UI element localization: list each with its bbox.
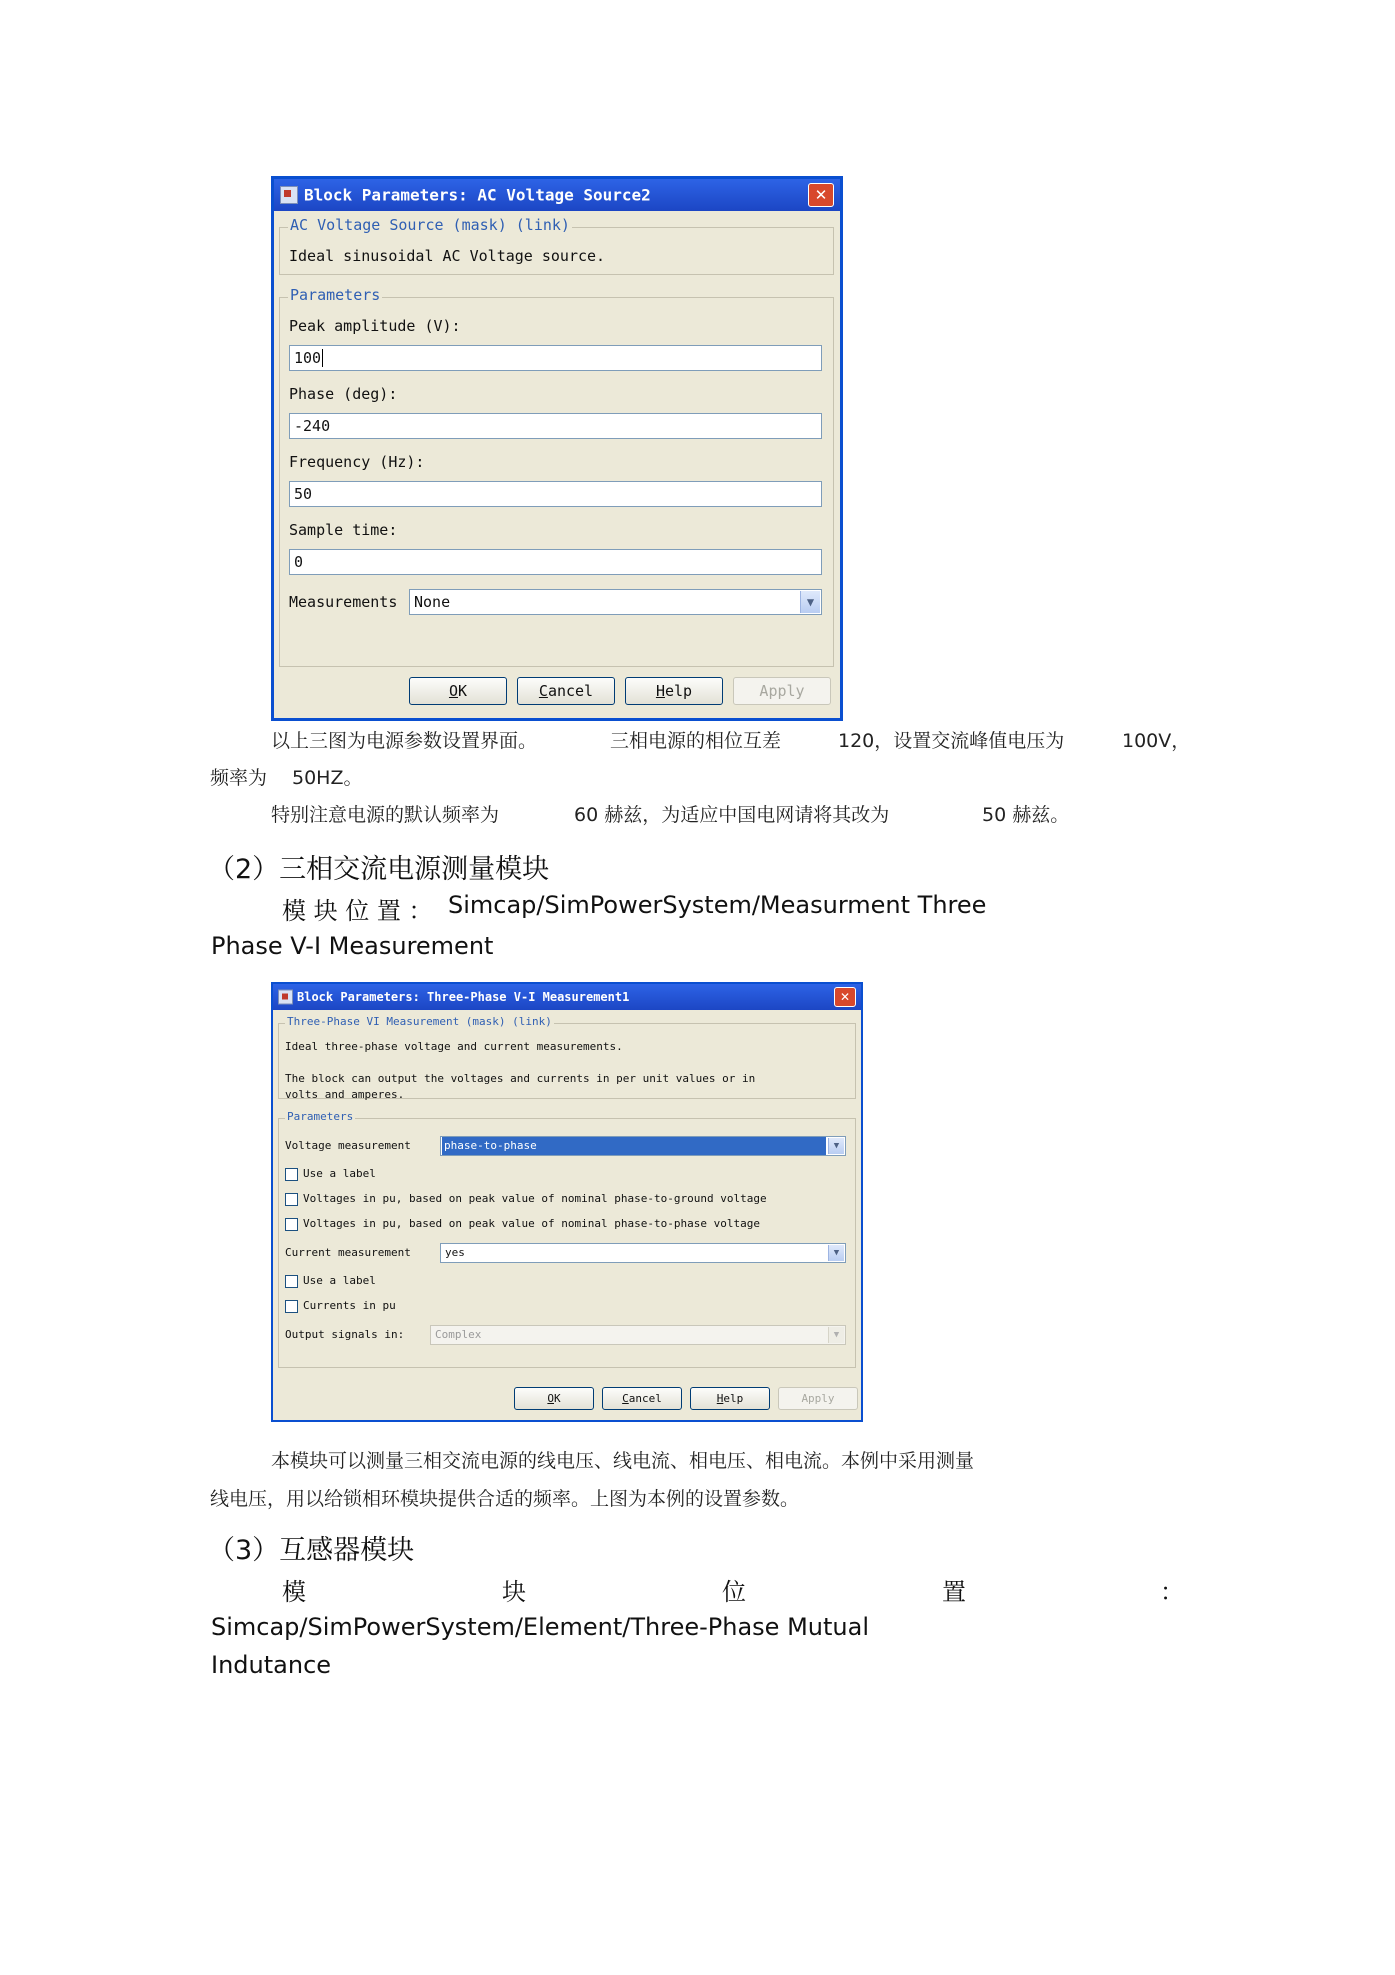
measurements-select[interactable] (409, 589, 822, 615)
dialog2-parameters-title: Parameters (287, 1110, 354, 1123)
measurements-label: Measurements (289, 593, 398, 611)
currents-pu-checkbox[interactable] (285, 1300, 298, 1313)
three-phase-vi-measurement-dialog (271, 982, 863, 1422)
voltages-pu-phase-checkbox[interactable] (285, 1218, 298, 1231)
section2-location-path1: Simcap/SimPowerSystem/Measurment Three (448, 891, 987, 919)
current-measurement-value: yes (445, 1246, 465, 1259)
section2-heading: （2）三相交流电源测量模块 (208, 854, 550, 885)
help-button[interactable]: Help (690, 1387, 770, 1410)
text1-line3-b: 60 赫兹，为适应中国电网请将其改为 (574, 804, 890, 826)
dialog1-parameters-title: Parameters (290, 286, 381, 304)
section3-location-path1: Simcap/SimPowerSystem/Element/Three-Phase Mutual (211, 1613, 869, 1641)
text2-line2: 线电压，用以给锁相环模块提供合适的频率。上图为本例的设置参数。 (210, 1488, 800, 1510)
voltage-measurement-value: phase-to-phase (442, 1137, 826, 1155)
text1-line2-b: 50HZ。 (292, 767, 363, 789)
current-measurement-select[interactable] (440, 1243, 846, 1263)
use-label-checkbox-1[interactable] (285, 1168, 298, 1181)
help-button[interactable]: Help (625, 677, 723, 705)
section3-location-char-3: 位 (722, 1578, 746, 1606)
text1-line3-c: 50 赫兹。 (982, 804, 1070, 826)
text1-line2-a: 频率为 (210, 767, 268, 789)
output-signals-label: Output signals in: (285, 1328, 405, 1341)
section3-location-path2: Indutance (211, 1651, 332, 1679)
chevron-down-icon[interactable]: ▼ (828, 1245, 844, 1261)
text1-line3-a: 特别注意电源的默认频率为 (271, 804, 500, 826)
dialog2-desc-3: volts and amperes. (285, 1088, 405, 1101)
section2-location-label: 模 块 位 置 ： (282, 897, 433, 925)
section2-location-path2: Phase V-I Measurement (211, 932, 494, 960)
dialog2-desc-2: The block can output the voltages and currents in per unit values or in (285, 1072, 756, 1085)
cancel-button[interactable]: Cancel (602, 1387, 682, 1410)
use-label-text-1: Use a label (303, 1167, 376, 1180)
phase-label: Phase (deg): (289, 385, 398, 403)
current-measurement-label: Current measurement (285, 1246, 411, 1259)
text1-line1-b: 三相电源的相位互差 (610, 730, 782, 752)
text2-line1: 本模块可以测量三相交流电源的线电压、线电流、相电压、相电流。本例中采用测量 (271, 1450, 975, 1472)
dialog1-group-title: AC Voltage Source (mask) (link) (290, 216, 570, 234)
chevron-down-icon[interactable]: ▼ (828, 1138, 844, 1154)
dialog1-title: Block Parameters: AC Voltage Source2 (304, 185, 651, 205)
section3-location-char-4: 置 (942, 1578, 966, 1606)
text1-line1-d: 100V， (1122, 730, 1191, 752)
section3-location-char-2: 块 (502, 1578, 526, 1606)
block-icon (278, 990, 293, 1005)
peak-amplitude-value: 100 (294, 349, 322, 367)
text-cursor (322, 349, 323, 367)
use-label-text-2: Use a label (303, 1274, 376, 1287)
dialog2-title: Block Parameters: Three-Phase V-I Measurement1 (297, 990, 630, 1004)
close-icon[interactable]: ✕ (808, 183, 834, 207)
dialog1-title-bar (274, 179, 840, 211)
peak-amplitude-label: Peak amplitude (V): (289, 317, 461, 335)
dialog2-group-title: Three-Phase VI Measurement (mask) (link) (287, 1015, 552, 1028)
dialog2-desc-1: Ideal three-phase voltage and current measurements. (285, 1040, 623, 1053)
cancel-button[interactable]: Cancel (517, 677, 615, 705)
text1-line1-a: 以上三图为电源参数设置界面。 (271, 730, 538, 752)
chevron-down-icon[interactable]: ▼ (800, 591, 820, 613)
sample-time-input[interactable]: 0 (289, 549, 822, 575)
voltages-pu-phase-text: Voltages in pu, based on peak value of nominal phase-to-phase voltage (303, 1217, 760, 1230)
sample-time-label: Sample time: (289, 521, 398, 539)
measurements-value: None (414, 593, 451, 611)
close-icon[interactable]: ✕ (834, 987, 856, 1007)
peak-amplitude-input[interactable] (289, 345, 822, 371)
ac-voltage-source-dialog (271, 176, 843, 721)
section3-location-char-5: ： (1160, 1578, 1184, 1606)
output-signals-value: Complex (435, 1328, 482, 1341)
apply-button[interactable]: Apply (778, 1387, 858, 1410)
voltage-measurement-label: Voltage measurement (285, 1139, 411, 1152)
section3-location-char-1: 模 (282, 1578, 306, 1606)
text1-line1-c: 120，设置交流峰值电压为 (838, 730, 1065, 752)
ok-button[interactable]: OK (514, 1387, 594, 1410)
frequency-label: Frequency (Hz): (289, 453, 425, 471)
section3-heading: （3）互感器模块 (208, 1535, 415, 1566)
voltages-pu-ground-text: Voltages in pu, based on peak value of nominal phase-to-ground voltage (303, 1192, 767, 1205)
dialog1-description: Ideal sinusoidal AC Voltage source. (289, 247, 606, 265)
phase-input[interactable]: -240 (289, 413, 822, 439)
frequency-input[interactable]: 50 (289, 481, 822, 507)
voltage-measurement-select[interactable] (440, 1136, 846, 1156)
output-signals-select[interactable] (430, 1325, 846, 1345)
currents-pu-text: Currents in pu (303, 1299, 396, 1312)
dialog2-title-bar (273, 984, 861, 1010)
block-icon (280, 186, 298, 204)
ok-button[interactable]: OK (409, 677, 507, 705)
voltages-pu-ground-checkbox[interactable] (285, 1193, 298, 1206)
chevron-down-icon[interactable]: ▼ (828, 1327, 844, 1343)
use-label-checkbox-2[interactable] (285, 1275, 298, 1288)
apply-button[interactable]: Apply (733, 677, 831, 705)
